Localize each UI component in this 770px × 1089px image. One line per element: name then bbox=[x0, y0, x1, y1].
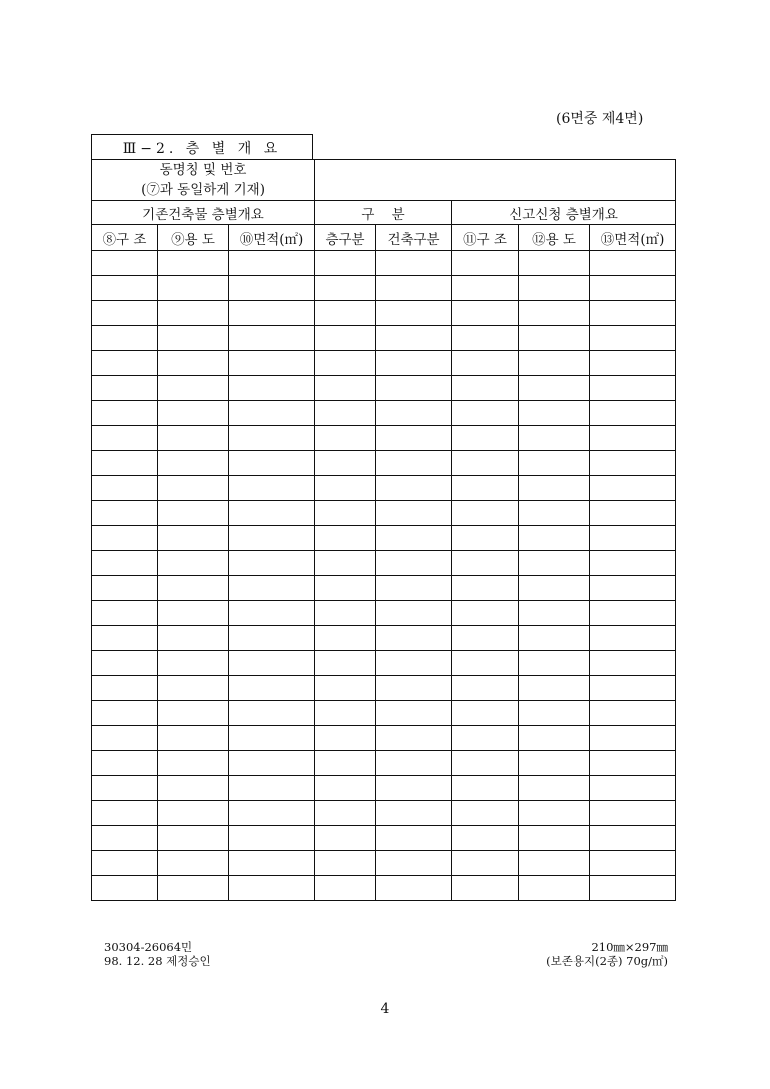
table-cell[interactable] bbox=[519, 826, 590, 851]
table-cell[interactable] bbox=[452, 526, 519, 551]
table-cell[interactable] bbox=[229, 876, 315, 901]
table-cell[interactable] bbox=[519, 351, 590, 376]
table-cell[interactable] bbox=[376, 401, 452, 426]
table-cell[interactable] bbox=[376, 851, 452, 876]
table-cell[interactable] bbox=[452, 301, 519, 326]
table-cell[interactable] bbox=[92, 601, 158, 626]
table-cell[interactable] bbox=[92, 276, 158, 301]
table-cell[interactable] bbox=[92, 826, 158, 851]
table-cell[interactable] bbox=[590, 726, 676, 751]
table-cell[interactable] bbox=[376, 451, 452, 476]
table-cell[interactable] bbox=[590, 701, 676, 726]
table-cell[interactable] bbox=[158, 701, 229, 726]
table-cell[interactable] bbox=[376, 551, 452, 576]
table-cell[interactable] bbox=[590, 676, 676, 701]
table-row bbox=[92, 401, 676, 426]
table-cell[interactable] bbox=[590, 776, 676, 801]
table-row bbox=[92, 776, 676, 801]
table-cell[interactable] bbox=[315, 626, 376, 651]
table-cell[interactable] bbox=[590, 326, 676, 351]
table-row bbox=[92, 651, 676, 676]
table-cell[interactable] bbox=[519, 726, 590, 751]
column-header-existing-area: ⑩면적(㎡) bbox=[229, 225, 315, 251]
table-cell[interactable] bbox=[158, 601, 229, 626]
report-group-header: 신고신청 층별개요 bbox=[452, 201, 676, 225]
table-cell[interactable] bbox=[590, 451, 676, 476]
table-cell[interactable] bbox=[452, 351, 519, 376]
table-cell[interactable] bbox=[315, 301, 376, 326]
table-cell[interactable] bbox=[229, 626, 315, 651]
table-cell[interactable] bbox=[315, 751, 376, 776]
table-cell[interactable] bbox=[92, 526, 158, 551]
table-cell[interactable] bbox=[590, 851, 676, 876]
table-cell[interactable] bbox=[315, 476, 376, 501]
table-cell[interactable] bbox=[519, 326, 590, 351]
table-cell[interactable] bbox=[590, 401, 676, 426]
table-cell[interactable] bbox=[376, 351, 452, 376]
table-cell[interactable] bbox=[229, 451, 315, 476]
table-cell[interactable] bbox=[315, 651, 376, 676]
table-cell[interactable] bbox=[452, 851, 519, 876]
table-cell[interactable] bbox=[590, 501, 676, 526]
table-cell[interactable] bbox=[315, 876, 376, 901]
table-cell[interactable] bbox=[92, 451, 158, 476]
column-header-report-use: ⑫용 도 bbox=[519, 225, 590, 251]
group-header-row bbox=[92, 201, 676, 225]
table-cell[interactable] bbox=[315, 601, 376, 626]
table-cell[interactable] bbox=[315, 351, 376, 376]
table-cell[interactable] bbox=[519, 801, 590, 826]
table-cell[interactable] bbox=[92, 576, 158, 601]
table-cell[interactable] bbox=[92, 326, 158, 351]
table-cell[interactable] bbox=[519, 851, 590, 876]
division-group-header: 구 분 bbox=[315, 201, 452, 225]
table-cell[interactable] bbox=[158, 501, 229, 526]
table-cell[interactable] bbox=[158, 826, 229, 851]
table-cell[interactable] bbox=[158, 301, 229, 326]
table-cell[interactable] bbox=[452, 651, 519, 676]
table-row bbox=[92, 876, 676, 901]
table-cell[interactable] bbox=[158, 751, 229, 776]
table-cell[interactable] bbox=[315, 776, 376, 801]
table-cell[interactable] bbox=[229, 851, 315, 876]
table-cell[interactable] bbox=[590, 751, 676, 776]
table-cell[interactable] bbox=[315, 526, 376, 551]
table-cell[interactable] bbox=[519, 401, 590, 426]
column-header-report-area: ⑬면적(㎡) bbox=[590, 225, 676, 251]
building-name-label-line2: (⑦과 동일하게 기재) bbox=[141, 182, 265, 198]
table-cell[interactable] bbox=[315, 801, 376, 826]
table-cell[interactable] bbox=[92, 301, 158, 326]
table-cell[interactable] bbox=[590, 376, 676, 401]
approval-date: 98. 12. 28 제정승인 bbox=[104, 954, 211, 968]
table-cell[interactable] bbox=[452, 701, 519, 726]
table-cell[interactable] bbox=[519, 376, 590, 401]
table-cell[interactable] bbox=[452, 826, 519, 851]
table-row bbox=[92, 701, 676, 726]
table-cell[interactable] bbox=[519, 601, 590, 626]
table-cell[interactable] bbox=[92, 651, 158, 676]
table-cell[interactable] bbox=[376, 601, 452, 626]
table-cell[interactable] bbox=[376, 776, 452, 801]
table-row bbox=[92, 476, 676, 501]
table-cell[interactable] bbox=[519, 751, 590, 776]
table-cell[interactable] bbox=[315, 451, 376, 476]
table-cell[interactable] bbox=[590, 826, 676, 851]
table-cell[interactable] bbox=[376, 426, 452, 451]
table-cell[interactable] bbox=[452, 676, 519, 701]
table-cell[interactable] bbox=[376, 526, 452, 551]
table-cell[interactable] bbox=[590, 626, 676, 651]
table-cell[interactable] bbox=[315, 701, 376, 726]
table-cell[interactable] bbox=[519, 451, 590, 476]
column-header-construction-type: 건축구분 bbox=[376, 225, 452, 251]
table-cell[interactable] bbox=[229, 826, 315, 851]
table-cell[interactable] bbox=[376, 701, 452, 726]
table-cell[interactable] bbox=[452, 276, 519, 301]
table-cell[interactable] bbox=[229, 701, 315, 726]
table-cell[interactable] bbox=[229, 751, 315, 776]
table-cell[interactable] bbox=[519, 651, 590, 676]
table-cell[interactable] bbox=[452, 776, 519, 801]
table-row bbox=[92, 826, 676, 851]
table-cell[interactable] bbox=[376, 501, 452, 526]
table-cell[interactable] bbox=[229, 426, 315, 451]
table-cell[interactable] bbox=[590, 476, 676, 501]
table-cell[interactable] bbox=[376, 476, 452, 501]
table-row bbox=[92, 251, 676, 276]
building-name-value[interactable] bbox=[315, 160, 676, 201]
table-cell[interactable] bbox=[519, 701, 590, 726]
table-cell[interactable] bbox=[519, 251, 590, 276]
table-cell[interactable] bbox=[315, 376, 376, 401]
table-cell[interactable] bbox=[452, 626, 519, 651]
table-cell[interactable] bbox=[315, 551, 376, 576]
table-cell[interactable] bbox=[158, 626, 229, 651]
table-cell[interactable] bbox=[92, 751, 158, 776]
table-cell[interactable] bbox=[158, 676, 229, 701]
table-cell[interactable] bbox=[229, 801, 315, 826]
table-cell[interactable] bbox=[519, 526, 590, 551]
table-cell[interactable] bbox=[590, 251, 676, 276]
table-row bbox=[92, 601, 676, 626]
table-cell[interactable] bbox=[376, 726, 452, 751]
table-cell[interactable] bbox=[229, 401, 315, 426]
table-cell[interactable] bbox=[376, 676, 452, 701]
table-cell[interactable] bbox=[92, 376, 158, 401]
table-cell[interactable] bbox=[315, 576, 376, 601]
table-cell[interactable] bbox=[590, 876, 676, 901]
column-header-report-structure: ⑪구 조 bbox=[452, 225, 519, 251]
table-cell[interactable] bbox=[315, 326, 376, 351]
table-cell[interactable] bbox=[519, 576, 590, 601]
table-cell[interactable] bbox=[158, 351, 229, 376]
table-row bbox=[92, 301, 676, 326]
table-cell[interactable] bbox=[92, 501, 158, 526]
table-row bbox=[92, 576, 676, 601]
table-row bbox=[92, 801, 676, 826]
table-cell[interactable] bbox=[92, 551, 158, 576]
building-name-label-line1: 동명칭 및 번호 bbox=[159, 162, 247, 178]
table-cell[interactable] bbox=[229, 476, 315, 501]
table-cell[interactable] bbox=[158, 451, 229, 476]
table-cell[interactable] bbox=[158, 726, 229, 751]
table-cell[interactable] bbox=[376, 626, 452, 651]
table-cell[interactable] bbox=[92, 676, 158, 701]
table-cell[interactable] bbox=[452, 451, 519, 476]
table-cell[interactable] bbox=[158, 276, 229, 301]
table-cell[interactable] bbox=[519, 301, 590, 326]
paper-size: 210㎜×297㎜ bbox=[591, 940, 668, 954]
table-cell[interactable] bbox=[229, 351, 315, 376]
table-row bbox=[92, 676, 676, 701]
table-cell[interactable] bbox=[452, 376, 519, 401]
table-cell[interactable] bbox=[452, 751, 519, 776]
table-cell[interactable] bbox=[452, 551, 519, 576]
table-cell[interactable] bbox=[229, 651, 315, 676]
table-cell[interactable] bbox=[92, 351, 158, 376]
section-title: Ⅲ−2. 층 별 개 요 bbox=[91, 134, 313, 160]
table-cell[interactable] bbox=[376, 751, 452, 776]
table-cell[interactable] bbox=[92, 626, 158, 651]
column-header-existing-use: ⑨용 도 bbox=[158, 225, 229, 251]
table-cell[interactable] bbox=[452, 426, 519, 451]
table-cell[interactable] bbox=[315, 401, 376, 426]
table-cell[interactable] bbox=[229, 676, 315, 701]
table-cell[interactable] bbox=[229, 601, 315, 626]
table-cell[interactable] bbox=[452, 576, 519, 601]
table-cell[interactable] bbox=[229, 376, 315, 401]
table-cell[interactable] bbox=[229, 251, 315, 276]
table-row bbox=[92, 376, 676, 401]
table-cell[interactable] bbox=[376, 276, 452, 301]
table-row bbox=[92, 451, 676, 476]
paper-type: (보존용지(2종) 70g/㎡) bbox=[546, 954, 668, 968]
table-cell[interactable] bbox=[376, 651, 452, 676]
table-cell[interactable] bbox=[92, 701, 158, 726]
table-cell[interactable] bbox=[92, 251, 158, 276]
table-cell[interactable] bbox=[519, 776, 590, 801]
table-cell[interactable] bbox=[519, 501, 590, 526]
table-cell[interactable] bbox=[229, 526, 315, 551]
table-row bbox=[92, 626, 676, 651]
table-cell[interactable] bbox=[519, 626, 590, 651]
table-row bbox=[92, 751, 676, 776]
table-cell[interactable] bbox=[229, 576, 315, 601]
table-cell[interactable] bbox=[158, 776, 229, 801]
table-cell[interactable] bbox=[452, 501, 519, 526]
table-cell[interactable] bbox=[452, 476, 519, 501]
table-cell[interactable] bbox=[158, 576, 229, 601]
table-cell[interactable] bbox=[92, 401, 158, 426]
table-cell[interactable] bbox=[158, 326, 229, 351]
table-cell[interactable] bbox=[376, 251, 452, 276]
table-row bbox=[92, 426, 676, 451]
table-cell[interactable] bbox=[590, 426, 676, 451]
floor-overview-table bbox=[91, 159, 676, 901]
table-cell[interactable] bbox=[229, 776, 315, 801]
table-cell[interactable] bbox=[158, 876, 229, 901]
existing-building-group-header: 기존건축물 층별개요 bbox=[92, 201, 315, 225]
table-row bbox=[92, 726, 676, 751]
table-cell[interactable] bbox=[158, 376, 229, 401]
page-number: 4 bbox=[380, 1001, 390, 1017]
table-cell[interactable] bbox=[92, 776, 158, 801]
footer-left bbox=[104, 940, 211, 968]
table-cell[interactable] bbox=[519, 426, 590, 451]
table-cell[interactable] bbox=[229, 326, 315, 351]
table-cell[interactable] bbox=[519, 551, 590, 576]
table-cell[interactable] bbox=[229, 276, 315, 301]
table-cell[interactable] bbox=[519, 676, 590, 701]
table-cell[interactable] bbox=[158, 651, 229, 676]
table-row bbox=[92, 851, 676, 876]
table-cell[interactable] bbox=[158, 251, 229, 276]
table-cell[interactable] bbox=[519, 476, 590, 501]
column-header-floor-division: 층구분 bbox=[315, 225, 376, 251]
table-cell[interactable] bbox=[452, 326, 519, 351]
table-cell[interactable] bbox=[92, 851, 158, 876]
table-cell[interactable] bbox=[376, 301, 452, 326]
table-cell[interactable] bbox=[92, 801, 158, 826]
table-cell[interactable] bbox=[229, 501, 315, 526]
table-cell[interactable] bbox=[452, 801, 519, 826]
table-cell[interactable] bbox=[590, 651, 676, 676]
table-cell[interactable] bbox=[229, 301, 315, 326]
table-cell[interactable] bbox=[376, 376, 452, 401]
table-row bbox=[92, 526, 676, 551]
table-cell[interactable] bbox=[158, 476, 229, 501]
table-cell[interactable] bbox=[158, 401, 229, 426]
table-cell[interactable] bbox=[315, 851, 376, 876]
table-cell[interactable] bbox=[229, 551, 315, 576]
form-code: 30304-26064민 bbox=[104, 940, 193, 954]
column-header-row bbox=[92, 225, 676, 251]
table-cell[interactable] bbox=[158, 426, 229, 451]
table-cell[interactable] bbox=[92, 876, 158, 901]
table-cell[interactable] bbox=[229, 726, 315, 751]
table-cell[interactable] bbox=[590, 276, 676, 301]
table-cell[interactable] bbox=[158, 526, 229, 551]
table-cell[interactable] bbox=[315, 726, 376, 751]
table-cell[interactable] bbox=[315, 676, 376, 701]
table-cell[interactable] bbox=[315, 501, 376, 526]
table-cell[interactable] bbox=[376, 326, 452, 351]
table-cell[interactable] bbox=[158, 851, 229, 876]
table-cell[interactable] bbox=[158, 801, 229, 826]
building-name-label bbox=[92, 160, 315, 201]
table-cell[interactable] bbox=[92, 476, 158, 501]
table-cell[interactable] bbox=[376, 801, 452, 826]
table-row bbox=[92, 276, 676, 301]
table-cell[interactable] bbox=[315, 251, 376, 276]
table-row bbox=[92, 551, 676, 576]
table-row bbox=[92, 326, 676, 351]
table-cell[interactable] bbox=[452, 251, 519, 276]
table-cell[interactable] bbox=[590, 351, 676, 376]
table-cell[interactable] bbox=[590, 576, 676, 601]
table-cell[interactable] bbox=[376, 826, 452, 851]
table-cell[interactable] bbox=[452, 876, 519, 901]
table-cell[interactable] bbox=[376, 876, 452, 901]
table-cell[interactable] bbox=[452, 401, 519, 426]
table-cell[interactable] bbox=[519, 276, 590, 301]
table-cell[interactable] bbox=[590, 526, 676, 551]
column-header-existing-structure: ⑧구 조 bbox=[92, 225, 158, 251]
table-cell[interactable] bbox=[315, 276, 376, 301]
table-cell[interactable] bbox=[315, 426, 376, 451]
table-cell[interactable] bbox=[92, 726, 158, 751]
table-cell[interactable] bbox=[590, 601, 676, 626]
table-cell[interactable] bbox=[590, 301, 676, 326]
page-indicator: (6면중 제4면) bbox=[556, 111, 644, 127]
table-cell[interactable] bbox=[452, 726, 519, 751]
table-row bbox=[92, 351, 676, 376]
table-cell[interactable] bbox=[590, 551, 676, 576]
footer-right bbox=[546, 940, 668, 968]
table-cell[interactable] bbox=[590, 801, 676, 826]
table-cell[interactable] bbox=[315, 826, 376, 851]
table-cell[interactable] bbox=[92, 426, 158, 451]
table-cell[interactable] bbox=[519, 876, 590, 901]
table-cell[interactable] bbox=[376, 576, 452, 601]
table-row bbox=[92, 501, 676, 526]
table-cell[interactable] bbox=[158, 551, 229, 576]
table-cell[interactable] bbox=[452, 601, 519, 626]
